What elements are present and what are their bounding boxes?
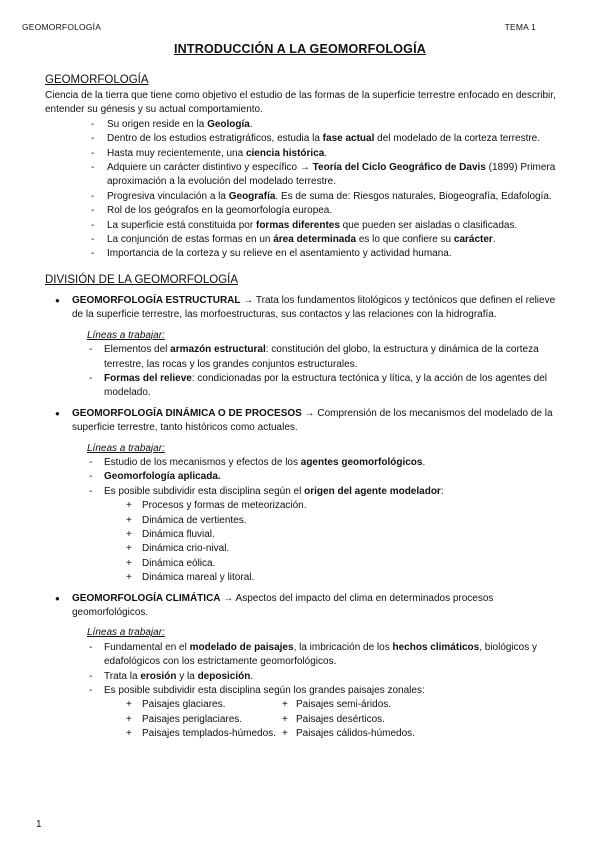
sub-item: + Dinámica crio-nival.: [72, 542, 565, 556]
list-item: - Progresiva vinculación a la Geografía. Es de suma de: Riesgos naturales, Biogeografía, Edafología.: [45, 190, 565, 204]
list-item: - Formas del relieve: condicionadas por la estructura tectónica y lítica, y la acción de los agentes del modelado.: [72, 372, 565, 401]
list-item: - Estudio de los mecanismos y efectos de los agentes geomorfológicos.: [72, 456, 565, 470]
lineas-label: Líneas a trabajar:: [87, 442, 165, 454]
sub-item: + Paisajes templados-húmedos.: [72, 727, 282, 741]
list-item: - Es posible subdividir esta disciplina según el origen del agente modelador:: [72, 485, 565, 499]
list-item: - Geomorfología aplicada.: [72, 470, 565, 484]
header-subject: GEOMORFOLOGÍA: [22, 22, 102, 32]
list-item: - Es posible subdividir esta disciplina según los grandes paisajes zonales:: [72, 684, 565, 698]
division-list: [45, 294, 565, 742]
list-item: - Fundamental en el modelado de paisajes, la imbricación de los hechos climáticos, biológicos y edafológicos con los estrictamente geomorfológicos.: [72, 641, 565, 670]
sub-item: + Dinámica eólica.: [72, 557, 565, 571]
lineas-label: Líneas a trabajar:: [87, 627, 165, 639]
sub-item: + Paisajes glaciares.: [72, 698, 282, 712]
paisajes-left: [72, 698, 282, 741]
list-item: - Adquiere un carácter distintivo y específico → Teoría del Ciclo Geográfico de Davis (1899) Primera aproximación a la evolución del modelado terrestre.: [45, 161, 565, 190]
climatica-lines: [72, 641, 565, 699]
list-item: - Trata la erosión y la deposición.: [72, 670, 565, 684]
sub-item: + Procesos y formas de meteorización.: [72, 499, 565, 513]
page-title: INTRODUCCIÓN A LA GEOMORFOLOGÍA: [173, 42, 427, 56]
section-title-division: DIVISIÓN DE LA GEOMORFOLOGÍA: [45, 273, 238, 286]
sub-item: + Dinámica mareal y litoral.: [72, 571, 565, 585]
sub-item: + Paisajes cálidos-húmedos.: [282, 727, 492, 741]
characteristics-list: [45, 118, 565, 262]
sub-item: + Paisajes semi-áridos.: [282, 698, 492, 712]
list-item: - Su origen reside en la Geología.: [45, 118, 565, 132]
division-climatica: ● GEOMORFOLOGÍA CLIMÁTICA → Aspectos del impacto del clima en determinados procesos geomorfológicos. Líneas a trabajar: - Fundamental en el modelado de paisajes, la imbricación de los hechos climáticos, biológicos y edafológicos con los estrictamente geomorfológicos. - Trata la erosión y la deposición. - Es posible subdividir esta disciplina según los grandes paisajes zonales: + Paisajes glaciares. + Paisajes periglaciares. + Paisajes templados-húmedos. + Paisajes semi-áridos. + Paisajes desérticos. + Paisajes cálidos-húmedos.: [45, 592, 565, 742]
lineas-label: Líneas a trabajar:: [87, 329, 165, 341]
division-estructural: ● GEOMORFOLOGÍA ESTRUCTURAL → Trata los fundamentos litológicos y tectónicos que definen el relieve de la superficie terrestre, las morfoestructuras, sus contactos y las relaciones con la hidrografía. Líneas a trabajar: - Elementos del armazón estructural: constitución del globo, la estructura y dinámica de la corteza terrestre, las rocas y los grandes conjuntos estructurales. - Formas del relieve: condicionadas por la estructura tectónica y lítica, y la acción de los agentes del modelado.: [45, 294, 565, 401]
division-dinamica: ● GEOMORFOLOGÍA DINÁMICA O DE PROCESOS → Comprensión de los mecanismos del modelado de la superficie terrestre, tanto históricos como actuales. Líneas a trabajar: - Estudio de los mecanismos y efectos de los agentes geomorfológicos. - Geomorfología aplicada. - Es posible subdividir esta disciplina según el origen del agente modelador: + Procesos y formas de meteorización. + Dinámica de vertientes. + Dinámica fluvial. + Dinámica crio-nival. + Dinámica eólica. + Dinámica mareal y litoral.: [45, 407, 565, 586]
sub-item: + Dinámica fluvial.: [72, 528, 565, 542]
document-body: [45, 72, 565, 742]
sub-item: + Paisajes periglaciares.: [72, 713, 282, 727]
paisajes-right: [282, 698, 492, 741]
list-item: - Hasta muy recientemente, una ciencia histórica.: [45, 147, 565, 161]
list-item: - Dentro de los estudios estratigráficos, estudia la fase actual del modelado de la corteza terrestre.: [45, 132, 565, 146]
sub-item: + Paisajes desérticos.: [282, 713, 492, 727]
dinamica-lines: [72, 456, 565, 499]
list-item: - La conjunción de estas formas en un área determinada es lo que confiere su carácter.: [45, 233, 565, 247]
header-topic: TEMA 1: [504, 22, 536, 32]
dinamica-sublist: [72, 499, 565, 585]
paisajes-columns: [72, 698, 565, 741]
list-item: - Rol de los geógrafos en la geomorfología europea.: [45, 204, 565, 218]
section-title-geomorfologia: GEOMORFOLOGÍA: [45, 74, 149, 86]
intro-paragraph: Ciencia de la tierra que tiene como objetivo el estudio de las formas de la superficie terrestre enfocado en describir, entender su génesis y su actual comportamiento.: [45, 90, 556, 116]
page-number: 1: [36, 819, 42, 830]
list-item: - Importancia de la corteza y su relieve en el asentamiento y actividad humana.: [45, 247, 565, 261]
sub-item: + Dinámica de vertientes.: [72, 514, 565, 528]
list-item: - Elementos del armazón estructural: constitución del globo, la estructura y dinámica de la corteza terrestre, las rocas y los grandes conjuntos estructurales.: [72, 343, 565, 372]
list-item: - La superficie está constituida por formas diferentes que pueden ser aisladas o clasificadas.: [45, 219, 565, 233]
estructural-lines: [72, 343, 565, 401]
